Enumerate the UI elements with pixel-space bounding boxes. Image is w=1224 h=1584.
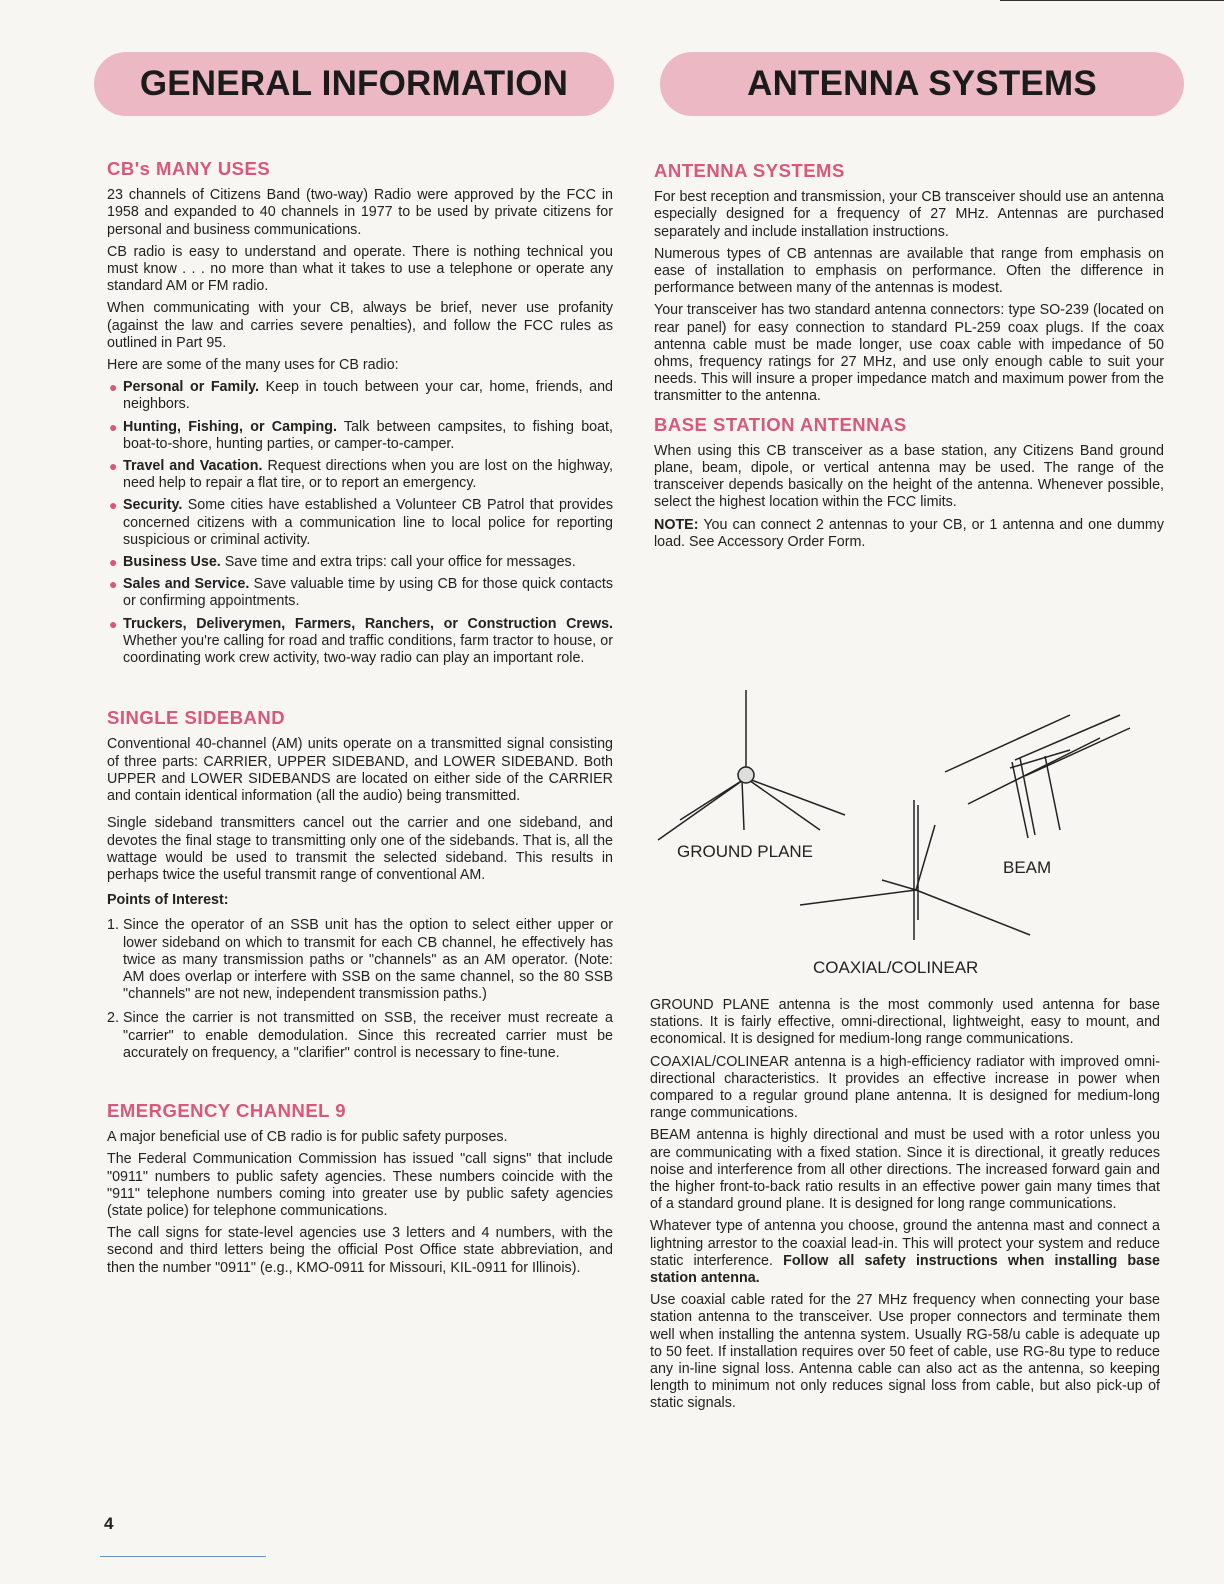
item-title: Sales and Service.	[123, 576, 250, 593]
paragraph: Here are some of the many uses for CB radio:	[107, 357, 399, 374]
left-column	[107, 160, 613, 1282]
note-label: NOTE:	[654, 516, 699, 533]
antenna-illustration	[650, 680, 1170, 980]
right-column	[654, 162, 1164, 556]
list-item	[107, 419, 613, 453]
paragraph: Numerous types of CB antennas are available that range from emphasis on ease of installation to emphasis on performance. Often the difference in performance between many of the antennas is modest.	[654, 245, 1164, 297]
paragraph: COAXIAL/COLINEAR antenna is a high-efficiency radiator with improved omni-directional characteristics. It provides an effective increase in power when compared to a regular ground plane antenna. It is designed for medium-long range communications.	[650, 1053, 1160, 1122]
label-beam: BEAM	[1003, 858, 1052, 877]
scan-edge-line	[1000, 0, 1224, 1]
banner-general-information: GENERAL INFORMATION	[94, 52, 614, 116]
bullet-icon: ●	[109, 576, 118, 593]
list-item	[107, 497, 613, 549]
paragraph: CB radio is easy to understand and operate. There is nothing technical you must know . . . no more than what it takes to use a telephone or operate any standard AM or FM radio.	[107, 243, 613, 295]
list-item	[107, 379, 613, 413]
banner-antenna-systems: ANTENNA SYSTEMS	[660, 52, 1184, 116]
ground-plane-antenna	[658, 690, 845, 840]
bullet-icon: ●	[109, 554, 118, 571]
paragraph: When communicating with your CB, always be brief, never use profanity (against the law and carries severe penalties), and follow the FCC rules as outlined in Part 95.	[107, 300, 613, 351]
heading-antenna-systems: ANTENNA SYSTEMS	[654, 160, 845, 181]
item-title: Hunting, Fishing, or Camping.	[123, 418, 337, 435]
safety-instructions: Follow all safety instructions when installing base station antenna.	[650, 1252, 1160, 1287]
bullet-icon: ●	[109, 497, 118, 514]
item-number: 2.	[107, 1010, 119, 1027]
item-text: Request directions when you are lost on the highway, need help to repair a flat tire, or to report an emergency.	[123, 458, 613, 492]
heading-single-sideband: SINGLE SIDEBAND	[107, 707, 286, 729]
paragraph: Use coaxial cable rated for the 27 MHz frequency when connecting your base station antenna to the transceiver. Use proper connectors and terminate them well when installing the antenna system. Usually RG-58/u cable is adequate up to 50 feet. If installation requires over 50 feet of cable, use RG-8u type to reduce any in-line signal loss. Antenna cable can also act as the antenna, so keeping length to minimum not only reduces signal loss from cable, but also pick-up of static signals.	[650, 1292, 1160, 1412]
bullet-icon: ●	[109, 418, 118, 435]
item-text: Save valuable time by using CB for those quick contacts or confirming appointments.	[123, 576, 613, 610]
paragraph: The Federal Communication Commission has issued "call signs" that include "0911" numbers to public safety agencies. These numbers coincide with the "911" telephone numbers coming into greater use by public safety agencies (state police) for telephone communications.	[107, 1151, 613, 1219]
item-text: Save time and extra trips: call your office for messages.	[220, 554, 576, 571]
antenna-diagram	[650, 680, 1170, 980]
paragraph: A major beneficial use of CB radio is for public safety purposes.	[107, 1129, 508, 1146]
item-title: Business Use.	[123, 554, 221, 571]
list-item	[107, 1010, 613, 1062]
paragraph: When using this CB transceiver as a base station, any Citizens Band ground plane, beam, dipole, or vertical antenna may be used. The range of the transceiver depends basically on the height of the antenna. Whenever possible, select the highest location within the FCC limits.	[654, 442, 1164, 511]
item-text: Since the operator of an SSB unit has the option to select either upper or lower sideband on which to transmit for each CB channel, he effectively has twice as many transmission paths or "channels" as an AM operator. (Note: AM does overlap or interfere with SSB on the same channel, so the 80 SSB "channels" are not new, independent transmission paths.)	[123, 917, 613, 1003]
item-number: 1.	[107, 917, 119, 934]
item-text: Whether you're calling for road and traffic conditions, farm tractor to house, or coordinating work crew activity, two-way radio can play an important role.	[123, 632, 613, 667]
item-title: Travel and Vacation.	[123, 458, 263, 475]
heading-cb-uses: CB's MANY USES	[107, 158, 271, 179]
paragraph: Single sideband transmitters cancel out the carrier and one sideband, and devotes the final stage to transmitting only one of the sidebands. That is, all the wattage would be used to transmit the selected sideband. This results in perhaps twice the useful transmit range of conventional AM.	[107, 815, 613, 883]
item-title: Truckers, Deliverymen, Farmers, Ranchers, or Construction Crews.	[123, 615, 613, 632]
paragraph: Conventional 40-channel (AM) units operate on a transmitted signal consisting of three parts: CARRIER, UPPER SIDEBAND, and LOWER SIDEBAND. Both UPPER and LOWER SIDEBANDS are located on either side of the CARRIER and contain identical information (all the audio) being transmitted.	[107, 736, 613, 805]
paragraph: 23 channels of Citizens Band (two-way) Radio were approved by the FCC in 1958 and expanded to 40 channels in 1977 to be used by private citizens for personal and business communications.	[107, 187, 613, 238]
list-item	[107, 917, 613, 1003]
heading-base-station-antennas: BASE STATION ANTENNAS	[654, 413, 907, 435]
beam-antenna	[945, 715, 1130, 838]
label-ground-plane: GROUND PLANE	[677, 842, 814, 861]
uses-list	[107, 379, 613, 667]
item-text: Since the carrier is not transmitted on SSB, the receiver must recreate a "carrier" to enable demodulation. Since this recreated carrier must be accurately on frequency, a "clarifier" control is necessary to fine-tune.	[123, 1010, 613, 1061]
bullet-icon: ●	[109, 615, 118, 632]
heading-emergency-channel: EMERGENCY CHANNEL 9	[107, 1099, 347, 1121]
scan-edge-line	[100, 1556, 266, 1557]
item-text: Talk between campsites, to fishing boat, boat-to-shore, hunting parties, or camper-to-camper.	[123, 418, 614, 452]
points-list	[107, 917, 613, 1062]
paragraph: For best reception and transmission, your CB transceiver should use an antenna especially designed for a frequency of 27 MHz. Antennas are purchased separately and include installation instructions.	[654, 189, 1164, 240]
page-number: 4	[104, 1514, 114, 1533]
item-text: Keep in touch between your car, home, friends, and neighbors.	[123, 379, 613, 413]
paragraph	[650, 1218, 1160, 1287]
points-of-interest-heading: Points of Interest:	[107, 892, 229, 909]
bullet-icon: ●	[109, 379, 118, 396]
paragraph: GROUND PLANE antenna is the most commonly used antenna for base stations. It is fairly effective, omni-directional, lightweight, easy to mount, and economical. It is designed for medium-long range communications.	[650, 997, 1160, 1048]
list-item	[107, 458, 613, 492]
label-coaxial-colinear: COAXIAL/COLINEAR	[813, 958, 979, 977]
item-title: Security.	[123, 497, 183, 514]
coaxial-colinear-antenna	[800, 800, 1030, 940]
list-item	[107, 576, 613, 610]
note-paragraph	[654, 517, 1164, 551]
paragraph: BEAM antenna is highly directional and must be used with a rotor unless you are communicating with a fixed station. Since it is directional, it greatly reduces noise and interference from all other directions. The increased forward gain and the higher front-to-back ratio results in an effective power gain many times that of a standard ground plane. It is designed for long range communications.	[650, 1127, 1160, 1213]
list-item	[107, 554, 613, 571]
item-title: Personal or Family.	[123, 379, 260, 396]
paragraph: The call signs for state-level agencies use 3 letters and 4 numbers, with the second and third letters being the official Post Office state abbreviation, and then the number "0911" (e.g., KMO-0911 for Missouri, KIL-0911 for Illinois).	[107, 1225, 613, 1276]
right-column-lower	[650, 997, 1160, 1418]
bullet-icon: ●	[109, 458, 118, 475]
note-text: You can connect 2 antennas to your CB, or 1 antenna and one dummy load. See Accessory Order Form.	[654, 516, 1164, 550]
list-item	[107, 616, 613, 668]
paragraph: Your transceiver has two standard antenna connectors: type SO-239 (located on rear panel) for easy connection to standard PL-259 coax plugs. If the coax antenna cable must be made longer, use coax cable with impedance of 50 ohms, frequency ratings for 27 MHz, and use only enough cable to suit your needs. This will insure a proper impedance match and maximum power from the transmitter to the antenna.	[654, 302, 1164, 405]
item-text: Some cities have established a Volunteer CB Patrol that provides concerned citizens with a communication line to local police for reporting suspicious or criminal activity.	[123, 497, 613, 548]
safety-text: Whatever type of antenna you choose, ground the antenna mast and connect a lightning arrestor to the coaxial lead-in. This will protect your system and reduce static interference.	[650, 1218, 1160, 1269]
